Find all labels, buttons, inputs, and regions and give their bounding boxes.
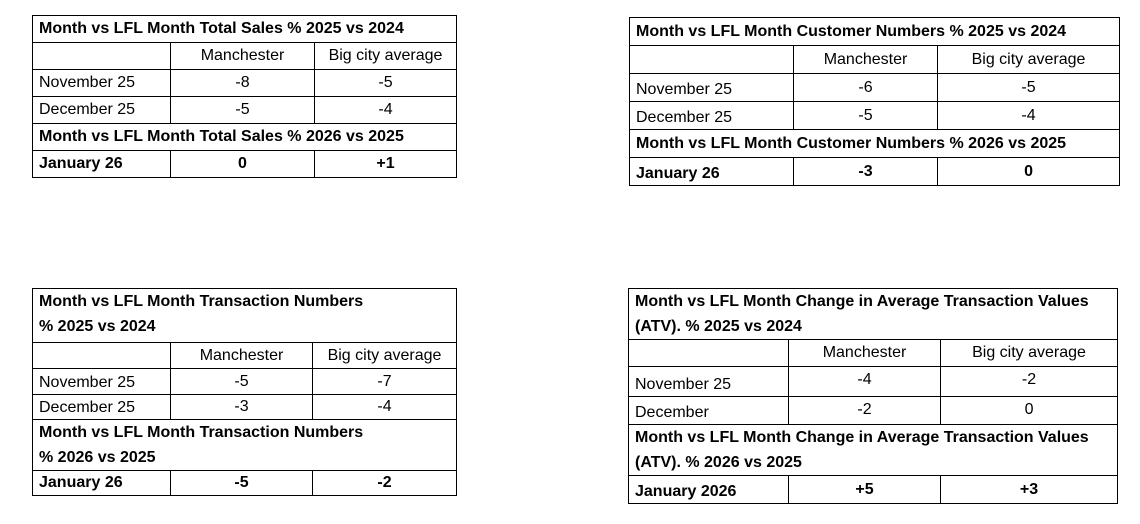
table-row [629,397,1118,425]
big-city-value: +3 [941,476,1118,504]
big-city-value: -5 [938,74,1120,102]
manchester-value: -4 [789,367,941,397]
table-row [629,476,1118,504]
row-label: November 25 [33,369,171,395]
title-line: (ATV). % 2026 vs 2025 [635,454,802,471]
header-manchester: Manchester [794,46,938,74]
header-big-city-average: Big city average [313,343,457,369]
total-sales-title-2025: Month vs LFL Month Total Sales % 2025 vs 2024 [33,16,457,43]
customer-numbers-table [629,17,1120,186]
title-line: (ATV). % 2025 vs 2024 [635,318,802,335]
manchester-value: -5 [171,471,313,496]
header-blank [630,46,794,74]
header-blank [629,340,789,367]
title-line: Month vs LFL Month Transaction Numbers [39,293,364,310]
row-label: December [629,397,789,425]
header-manchester: Manchester [171,43,315,70]
table-row [33,151,457,178]
row-label: December 25 [33,97,171,124]
header-big-city-average: Big city average [941,340,1118,367]
manchester-value: -8 [171,70,315,97]
big-city-value: -4 [313,395,457,420]
table-row [630,102,1120,130]
total-sales-table [32,15,457,178]
atv-table [628,288,1118,504]
row-label: November 25 [33,70,171,97]
big-city-value: -2 [941,367,1118,397]
big-city-value: -5 [315,70,457,97]
customer-numbers-title-2025: Month vs LFL Month Customer Numbers % 2025 vs 2024 [630,18,1120,46]
table-row [33,471,457,496]
title-line: Month vs LFL Month Change in Average Transaction Values [635,429,1089,446]
big-city-value: -7 [313,369,457,395]
title-line: % 2025 vs 2024 [39,318,156,335]
header-blank [33,343,171,369]
header-big-city-average: Big city average [315,43,457,70]
big-city-value: +1 [315,151,457,178]
row-label: January 26 [33,471,171,496]
row-label: December 25 [630,102,794,130]
row-label: November 25 [630,74,794,102]
title-line: % 2026 vs 2025 [39,449,156,466]
row-label: January 2026 [629,476,789,504]
header-manchester: Manchester [789,340,941,367]
manchester-value: -6 [794,74,938,102]
atv-title-2025 [629,289,1118,340]
big-city-value: 0 [938,158,1120,186]
row-label: December 25 [33,395,171,420]
big-city-value: 0 [941,397,1118,425]
manchester-value: -3 [171,395,313,420]
row-label: January 26 [630,158,794,186]
transaction-numbers-title-2026 [33,420,457,471]
table-row [33,97,457,124]
manchester-value: -3 [794,158,938,186]
title-line: Month vs LFL Month Change in Average Transaction Values [635,293,1089,310]
table-row [33,369,457,395]
atv-title-2026 [629,425,1118,476]
manchester-value: +5 [789,476,941,504]
manchester-value: 0 [171,151,315,178]
big-city-value: -4 [315,97,457,124]
transaction-numbers-table [32,288,457,496]
table-row [629,367,1118,397]
manchester-value: -5 [171,369,313,395]
row-label: January 26 [33,151,171,178]
header-manchester: Manchester [171,343,313,369]
title-line: Month vs LFL Month Transaction Numbers [39,424,364,441]
header-blank [33,43,171,70]
table-row [33,395,457,420]
transaction-numbers-title-2025 [33,289,457,343]
manchester-value: -5 [794,102,938,130]
total-sales-title-2026: Month vs LFL Month Total Sales % 2026 vs 2025 [33,124,457,151]
big-city-value: -2 [313,471,457,496]
row-label: November 25 [629,367,789,397]
table-row [630,158,1120,186]
table-row [33,70,457,97]
table-row [630,74,1120,102]
manchester-value: -5 [171,97,315,124]
customer-numbers-title-2026: Month vs LFL Month Customer Numbers % 2026 vs 2025 [630,130,1120,158]
big-city-value: -4 [938,102,1120,130]
header-big-city-average: Big city average [938,46,1120,74]
manchester-value: -2 [789,397,941,425]
